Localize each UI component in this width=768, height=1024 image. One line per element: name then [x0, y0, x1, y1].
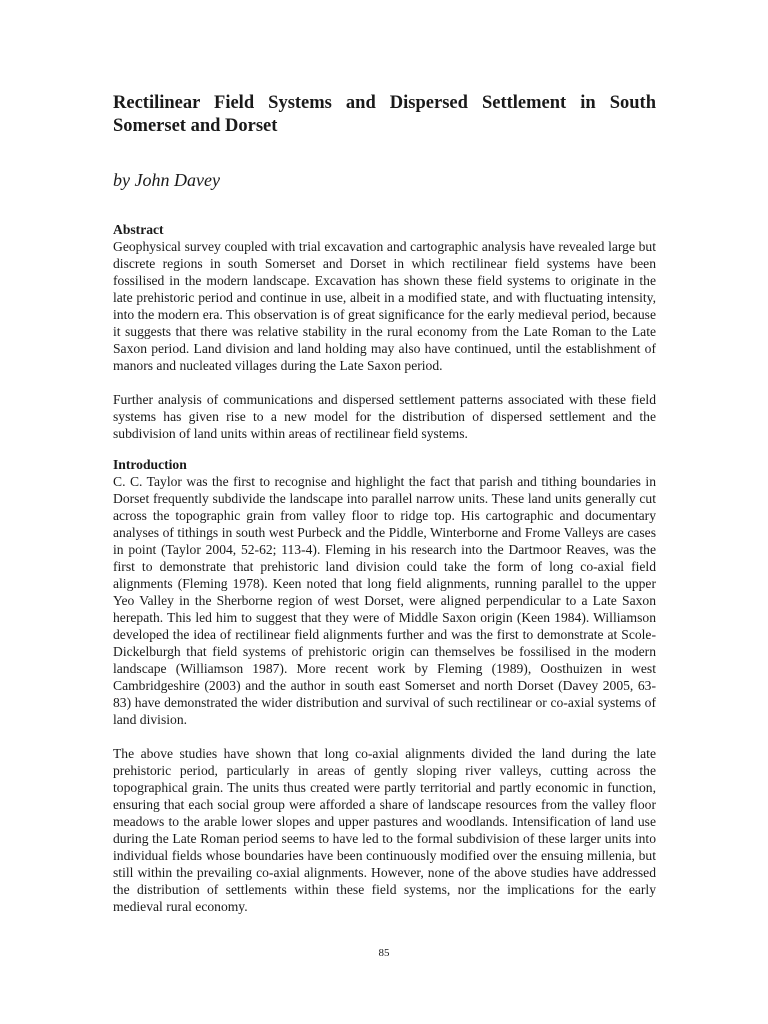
introduction-paragraph-1: C. C. Taylor was the first to recognise and highlight the fact that parish and tithing boundaries in Dorset frequently subdivide the landscape into parallel narrow units. These land units generally cut across the topographic grain from valley floor to ridge top. His cartographic and documentary analyses of tithings in south west Purbeck and the Piddle, Winterborne and Frome Valleys are cases in point (Taylor 2004, 52-62; 113-4). Fleming in his research into the Dartmoor Reaves, was the first to demonstrate that prehistoric land division could take the form of long co-axial field alignments (Fleming 1978). Keen noted that long field alignments, running parallel to the upper Yeo Valley in the Sherborne region of west Dorset, were aligned perpendicular to a Late Saxon herepath. This led him to suggest that they were of Middle Saxon origin (Keen 1984). Williamson developed the idea of rectilinear field alignments further and was the first to demonstrate at Scole-Dickelburgh that field systems of prehistoric origin can themselves be fossilised in the modern landscape (Williamson 1987). More recent work by Fleming (1989), Oosthuizen in west Cambridgeshire (2003) and the author in south east Somerset and north Dorset (Davey 2005, 63-83) have demonstrated the wider distribution and survival of such rectilinear or co-axial systems of land division. — [113, 474, 656, 727]
abstract-paragraph-2: Further analysis of communications and dispersed settlement patterns associated with these field systems has given rise to a new model for the distribution of dispersed settlement and the subdivision of land units within areas of rectilinear field systems. — [113, 392, 656, 441]
author-byline: by John Davey — [113, 170, 220, 190]
introduction-section — [113, 456, 656, 915]
article-title: Rectilinear Field Systems and Dispersed Settlement in South Somerset and Dorset — [113, 93, 656, 136]
page-number: 85 — [378, 947, 390, 959]
introduction-paragraph-2: The above studies have shown that long co-axial alignments divided the land during the late prehistoric period, particularly in areas of gently sloping river valleys, cutting across the topographical grain. The units thus created were partly territorial and partly economic in function, ensuring that each social group were afforded a share of landscape resources from the valley floor meadows to the arable lower slopes and upper pastures and woodlands. Intensification of land use during the Late Roman period seems to have led to the formal subdivision of these larger units into individual fields whose boundaries have been continuously modified over the ensuing millenia, but still within the prevailing co-axial alignments. However, none of the above studies have addressed the distribution of settlements within these field systems, nor the implications for the early medieval rural economy. — [113, 746, 656, 914]
introduction-heading: Introduction — [113, 457, 187, 472]
abstract-paragraph-1: Geophysical survey coupled with trial excavation and cartographic analysis have revealed large but discrete regions in south Somerset and Dorset in which rectilinear field systems have been fossilised in the modern landscape. Excavation has shown these field systems to originate in the late prehistoric period and continue in use, albeit in a modified state, and with fluctuating intensity, into the modern era. This observation is of great significance for the early medieval period, because it suggests that there was relative stability in the rural economy from the Late Roman to the Late Saxon period. Land division and land holding may also have continued, until the establishment of manors and nucleated villages during the Late Saxon period. — [113, 239, 656, 373]
abstract-heading: Abstract — [113, 222, 164, 237]
article-page — [113, 92, 656, 915]
abstract-section — [113, 221, 656, 442]
